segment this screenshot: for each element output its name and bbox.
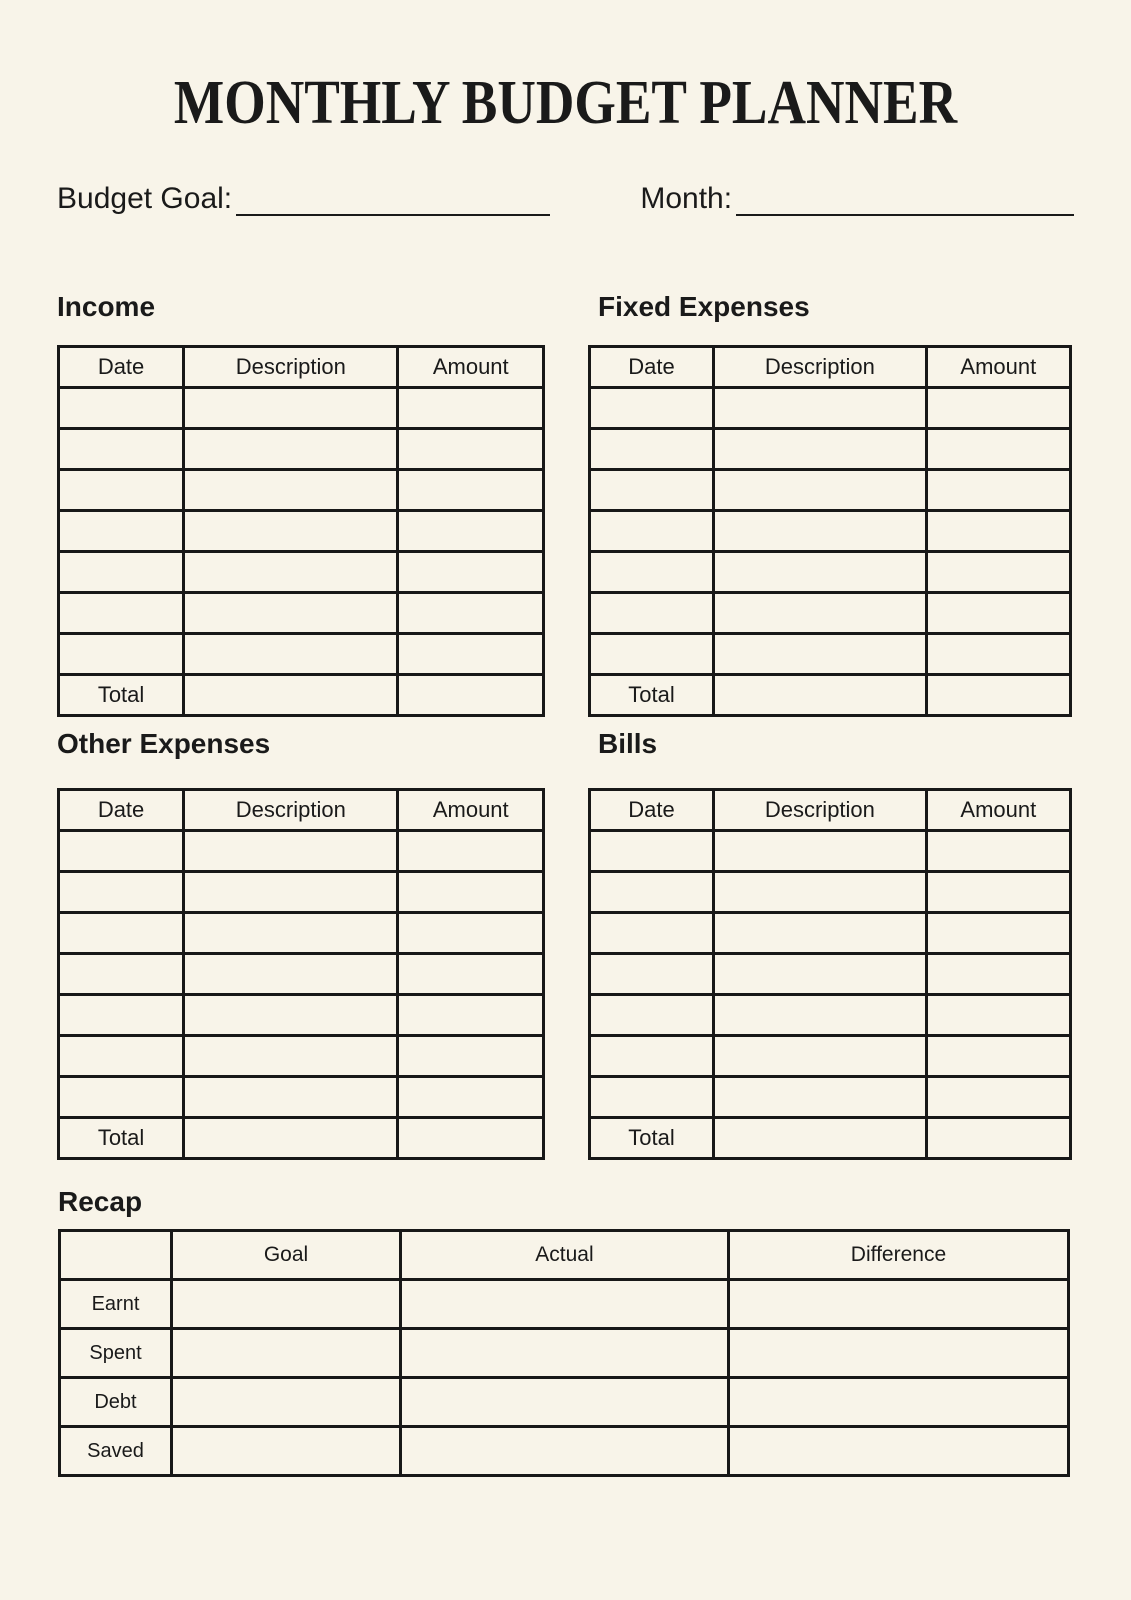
amount-cell[interactable] — [398, 872, 544, 913]
income-heading: Income — [57, 291, 156, 322]
bills-heading: Bills — [598, 728, 658, 759]
date-cell[interactable] — [590, 831, 714, 872]
fixed-expenses-row — [590, 470, 1071, 511]
income-row — [59, 470, 544, 511]
recap-earnt-row — [60, 1280, 1069, 1329]
date-cell[interactable] — [590, 1036, 714, 1077]
amount-cell[interactable] — [398, 593, 544, 634]
spent-goal-cell[interactable] — [171, 1329, 400, 1378]
recap-corner-cell — [60, 1231, 172, 1280]
description-cell[interactable] — [184, 552, 398, 593]
description-cell[interactable] — [714, 954, 927, 995]
fixed-expenses-date-header: Date — [590, 347, 714, 388]
date-cell[interactable] — [59, 388, 184, 429]
description-cell[interactable] — [714, 429, 927, 470]
amount-cell[interactable] — [926, 1077, 1070, 1118]
amount-cell[interactable] — [398, 913, 544, 954]
amount-cell[interactable] — [398, 388, 544, 429]
description-cell[interactable] — [184, 470, 398, 511]
description-cell[interactable] — [184, 593, 398, 634]
description-cell[interactable] — [714, 995, 927, 1036]
other-expenses-section — [57, 728, 545, 1160]
saved-actual-cell[interactable] — [401, 1427, 729, 1476]
bills-row — [590, 954, 1071, 995]
description-cell[interactable] — [714, 831, 927, 872]
fixed-expenses-table — [588, 345, 1072, 717]
description-cell[interactable] — [714, 634, 927, 675]
income-row — [59, 593, 544, 634]
total-amount-cell[interactable] — [926, 1118, 1070, 1159]
amount-cell[interactable] — [398, 1077, 544, 1118]
fixed-expenses-header-row — [590, 347, 1071, 388]
spent-difference-cell[interactable] — [728, 1329, 1068, 1378]
bills-table — [588, 788, 1072, 1160]
description-cell[interactable] — [714, 470, 927, 511]
recap-saved-row — [60, 1427, 1069, 1476]
date-cell[interactable] — [59, 872, 184, 913]
month-label: Month: — [640, 182, 733, 215]
date-cell[interactable] — [590, 1077, 714, 1118]
date-cell[interactable] — [590, 511, 714, 552]
date-cell[interactable] — [59, 1077, 184, 1118]
date-cell[interactable] — [59, 634, 184, 675]
planner-tables — [0, 291, 1131, 1160]
bills-amount-header: Amount — [926, 790, 1070, 831]
other-expenses-amount-header: Amount — [398, 790, 544, 831]
bills-row — [590, 913, 1071, 954]
recap-earnt-label: Earnt — [60, 1280, 172, 1329]
earnt-difference-cell[interactable] — [728, 1280, 1068, 1329]
description-cell[interactable] — [184, 634, 398, 675]
budget-goal-label: Budget Goal: — [57, 182, 233, 215]
recap-debt-row — [60, 1378, 1069, 1427]
amount-cell[interactable] — [398, 511, 544, 552]
amount-cell[interactable] — [926, 995, 1070, 1036]
total-description-cell[interactable] — [714, 1118, 927, 1159]
date-cell[interactable] — [590, 552, 714, 593]
description-cell[interactable] — [184, 913, 398, 954]
fixed-expenses-total-row — [590, 675, 1071, 716]
income-row — [59, 429, 544, 470]
bills-section — [588, 728, 1072, 1160]
date-cell[interactable] — [590, 593, 714, 634]
description-cell[interactable] — [184, 388, 398, 429]
description-cell[interactable] — [714, 388, 927, 429]
other-expenses-row — [59, 831, 544, 872]
bills-total-row — [590, 1118, 1071, 1159]
amount-cell[interactable] — [926, 831, 1070, 872]
total-label: Total — [59, 1118, 184, 1159]
description-cell[interactable] — [184, 511, 398, 552]
date-cell[interactable] — [59, 552, 184, 593]
amount-cell[interactable] — [926, 872, 1070, 913]
fixed-expenses-amount-header: Amount — [926, 347, 1070, 388]
date-cell[interactable] — [59, 511, 184, 552]
date-cell[interactable] — [590, 470, 714, 511]
description-cell[interactable] — [714, 1077, 927, 1118]
description-cell[interactable] — [184, 429, 398, 470]
amount-cell[interactable] — [926, 388, 1070, 429]
date-cell[interactable] — [59, 429, 184, 470]
amount-cell[interactable] — [398, 995, 544, 1036]
bills-row — [590, 1036, 1071, 1077]
description-cell[interactable] — [184, 995, 398, 1036]
amount-cell[interactable] — [926, 429, 1070, 470]
date-cell[interactable] — [590, 388, 714, 429]
amount-cell[interactable] — [398, 429, 544, 470]
income-table — [57, 345, 545, 717]
date-cell[interactable] — [590, 995, 714, 1036]
amount-cell[interactable] — [398, 831, 544, 872]
fixed-expenses-row — [590, 429, 1071, 470]
amount-cell[interactable] — [926, 470, 1070, 511]
other-expenses-total-row — [59, 1118, 544, 1159]
total-label: Total — [590, 675, 714, 716]
fixed-expenses-section — [588, 291, 1072, 717]
recap-spent-row — [60, 1329, 1069, 1378]
recap-header-row — [60, 1231, 1069, 1280]
amount-cell[interactable] — [926, 1036, 1070, 1077]
other-expenses-date-header: Date — [59, 790, 184, 831]
date-cell[interactable] — [590, 913, 714, 954]
date-cell[interactable] — [59, 470, 184, 511]
debt-actual-cell[interactable] — [401, 1378, 729, 1427]
earnt-goal-cell[interactable] — [171, 1280, 400, 1329]
total-label: Total — [590, 1118, 714, 1159]
other-expenses-row — [59, 1036, 544, 1077]
description-cell[interactable] — [714, 511, 927, 552]
total-label: Total — [59, 675, 184, 716]
saved-difference-cell[interactable] — [728, 1427, 1068, 1476]
date-cell[interactable] — [590, 634, 714, 675]
income-row — [59, 552, 544, 593]
date-cell[interactable] — [59, 1036, 184, 1077]
debt-difference-cell[interactable] — [728, 1378, 1068, 1427]
income-date-header: Date — [59, 347, 184, 388]
amount-cell[interactable] — [398, 552, 544, 593]
date-cell[interactable] — [59, 913, 184, 954]
page-title: MONTHLY BUDGET PLANNER — [173, 69, 958, 137]
budget-goal-input-line[interactable] — [236, 214, 550, 216]
bills-header-row — [590, 790, 1071, 831]
date-cell[interactable] — [59, 593, 184, 634]
other-expenses-row — [59, 995, 544, 1036]
recap-saved-label: Saved — [60, 1427, 172, 1476]
other-expenses-table — [57, 788, 545, 1160]
amount-cell[interactable] — [926, 552, 1070, 593]
total-description-cell[interactable] — [184, 675, 398, 716]
date-cell[interactable] — [59, 831, 184, 872]
amount-cell[interactable] — [926, 593, 1070, 634]
recap-goal-header: Goal — [171, 1231, 400, 1280]
total-description-cell[interactable] — [184, 1118, 398, 1159]
fixed-expenses-row — [590, 634, 1071, 675]
description-cell[interactable] — [714, 1036, 927, 1077]
income-section — [57, 291, 545, 717]
description-cell[interactable] — [184, 954, 398, 995]
date-cell[interactable] — [590, 954, 714, 995]
amount-cell[interactable] — [926, 511, 1070, 552]
total-amount-cell[interactable] — [398, 1118, 544, 1159]
recap-table — [58, 1229, 1070, 1477]
total-amount-cell[interactable] — [926, 675, 1070, 716]
header-fields — [0, 181, 1131, 217]
bills-row — [590, 831, 1071, 872]
amount-cell[interactable] — [926, 954, 1070, 995]
recap-heading: Recap — [58, 1186, 143, 1217]
spent-actual-cell[interactable] — [401, 1329, 729, 1378]
amount-cell[interactable] — [398, 954, 544, 995]
other-expenses-row — [59, 954, 544, 995]
recap-debt-label: Debt — [60, 1378, 172, 1427]
income-row — [59, 511, 544, 552]
description-cell[interactable] — [714, 552, 927, 593]
description-cell[interactable] — [714, 593, 927, 634]
amount-cell[interactable] — [398, 634, 544, 675]
total-amount-cell[interactable] — [398, 675, 544, 716]
recap-actual-header: Actual — [401, 1231, 729, 1280]
month-input-line[interactable] — [736, 214, 1074, 216]
description-cell[interactable] — [714, 872, 927, 913]
income-header-row — [59, 347, 544, 388]
fixed-expenses-heading: Fixed Expenses — [598, 291, 810, 322]
date-cell[interactable] — [590, 429, 714, 470]
bills-description-header: Description — [714, 790, 927, 831]
fixed-expenses-row — [590, 593, 1071, 634]
earnt-actual-cell[interactable] — [401, 1280, 729, 1329]
saved-goal-cell[interactable] — [171, 1427, 400, 1476]
fixed-expenses-row — [590, 511, 1071, 552]
description-cell[interactable] — [714, 913, 927, 954]
bills-row — [590, 995, 1071, 1036]
amount-cell[interactable] — [398, 470, 544, 511]
recap-difference-header: Difference — [728, 1231, 1068, 1280]
income-row — [59, 388, 544, 429]
other-expenses-header-row — [59, 790, 544, 831]
description-cell[interactable] — [184, 831, 398, 872]
fixed-expenses-row — [590, 388, 1071, 429]
recap-section — [58, 1186, 1131, 1477]
amount-cell[interactable] — [926, 913, 1070, 954]
income-description-header: Description — [184, 347, 398, 388]
date-cell[interactable] — [59, 954, 184, 995]
other-expenses-row — [59, 913, 544, 954]
description-cell[interactable] — [184, 1077, 398, 1118]
date-cell[interactable] — [59, 995, 184, 1036]
description-cell[interactable] — [184, 1036, 398, 1077]
fixed-expenses-row — [590, 552, 1071, 593]
amount-cell[interactable] — [926, 634, 1070, 675]
income-row — [59, 634, 544, 675]
other-expenses-row — [59, 1077, 544, 1118]
fixed-expenses-description-header: Description — [714, 347, 927, 388]
description-cell[interactable] — [184, 872, 398, 913]
amount-cell[interactable] — [398, 1036, 544, 1077]
other-expenses-heading: Other Expenses — [57, 728, 271, 759]
income-total-row — [59, 675, 544, 716]
bills-row — [590, 1077, 1071, 1118]
bills-date-header: Date — [590, 790, 714, 831]
other-expenses-row — [59, 872, 544, 913]
other-expenses-description-header: Description — [184, 790, 398, 831]
bills-row — [590, 872, 1071, 913]
total-description-cell[interactable] — [714, 675, 927, 716]
income-amount-header: Amount — [398, 347, 544, 388]
debt-goal-cell[interactable] — [171, 1378, 400, 1427]
recap-spent-label: Spent — [60, 1329, 172, 1378]
date-cell[interactable] — [590, 872, 714, 913]
